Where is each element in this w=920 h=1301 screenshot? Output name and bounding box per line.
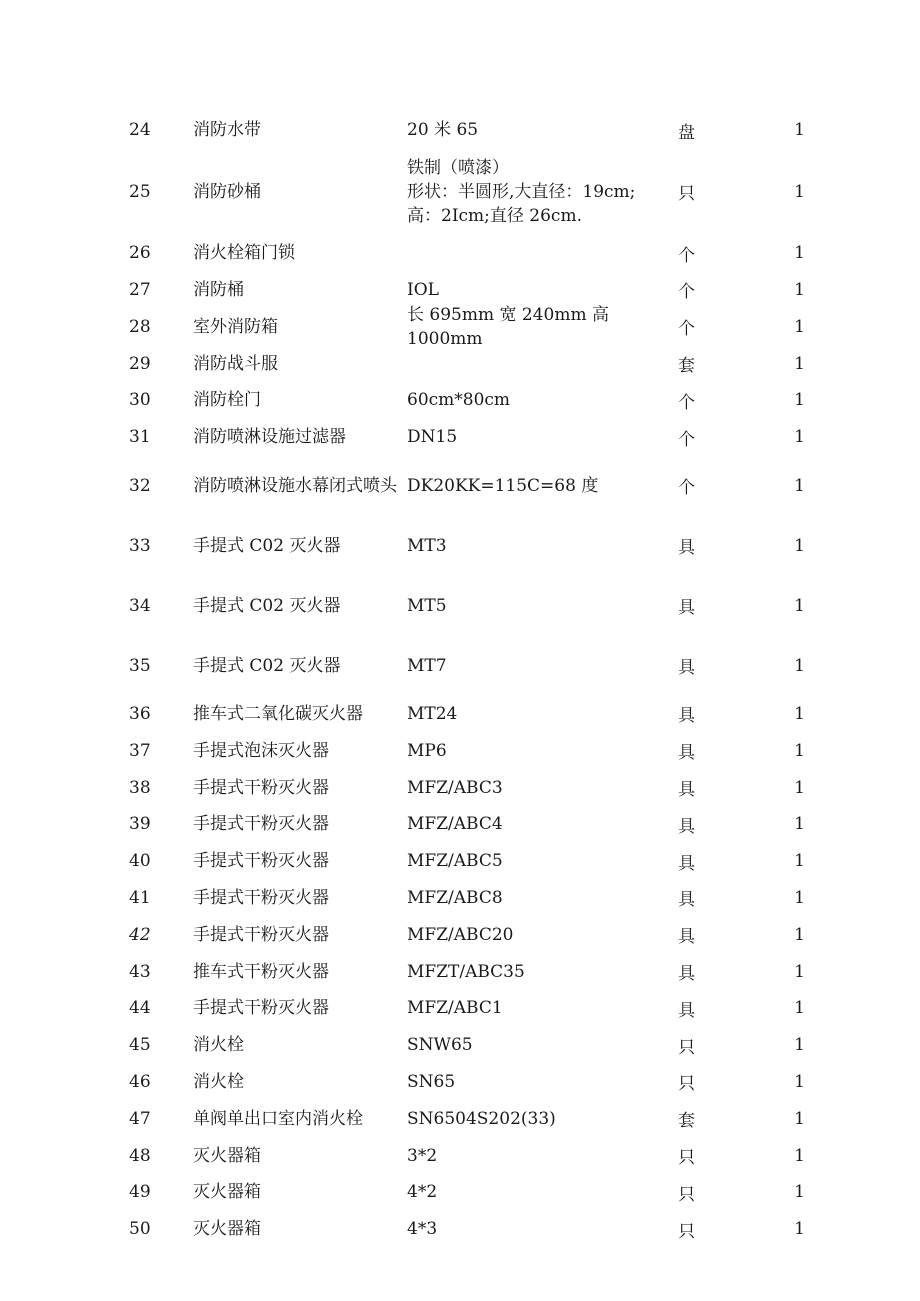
item-name: 消防桶 bbox=[193, 279, 244, 300]
item-name: 手提式干粉灭火器 bbox=[193, 777, 329, 798]
row-number: 33 bbox=[129, 535, 151, 556]
row-number: 29 bbox=[129, 353, 151, 374]
item-name: 室外消防箱 bbox=[193, 316, 278, 337]
item-unit: 具 bbox=[678, 853, 695, 874]
item-spec-line: 铁制（喷漆） bbox=[407, 157, 509, 178]
item-unit: 具 bbox=[678, 890, 695, 911]
item-name: 消防喷淋设施水幕闭式喷头 bbox=[193, 475, 397, 496]
item-quantity: 1 bbox=[794, 316, 805, 337]
item-spec bbox=[407, 235, 672, 272]
item-unit: 只 bbox=[678, 184, 695, 205]
item-quantity: 1 bbox=[794, 1035, 805, 1056]
item-spec: MT24 bbox=[407, 703, 458, 724]
item-spec-line: 高：2Icm;直径 26cm. bbox=[407, 205, 582, 226]
row-number: 43 bbox=[129, 961, 151, 982]
table-row bbox=[0, 382, 920, 419]
item-unit: 具 bbox=[678, 780, 695, 801]
row-number: 46 bbox=[129, 1071, 151, 1092]
item-name: 灭火器箱 bbox=[193, 1219, 261, 1240]
row-number: 38 bbox=[129, 777, 151, 798]
item-spec: MT7 bbox=[407, 655, 447, 676]
row-number: 45 bbox=[129, 1035, 151, 1056]
table-row bbox=[0, 516, 920, 576]
item-name: 手提式 C02 灭火器 bbox=[193, 535, 341, 556]
item-unit: 套 bbox=[678, 356, 695, 377]
item-name: 手提式泡沫灭火器 bbox=[193, 740, 329, 761]
item-unit: 具 bbox=[678, 538, 695, 559]
item-unit: 具 bbox=[678, 927, 695, 948]
row-number: 30 bbox=[129, 390, 151, 411]
row-number: 37 bbox=[129, 740, 151, 761]
item-name: 消防水带 bbox=[193, 120, 261, 141]
row-number: 32 bbox=[129, 475, 151, 496]
item-unit: 个 bbox=[678, 429, 695, 450]
item-spec: MFZ/ABC8 bbox=[407, 887, 503, 908]
item-quantity: 1 bbox=[794, 924, 805, 945]
item-name: 消防砂桶 bbox=[193, 181, 261, 202]
item-name: 推车式干粉灭火器 bbox=[193, 961, 329, 982]
item-quantity: 1 bbox=[794, 703, 805, 724]
table-row bbox=[0, 953, 920, 990]
item-unit: 具 bbox=[678, 816, 695, 837]
row-number: 34 bbox=[129, 595, 151, 616]
item-quantity: 1 bbox=[794, 279, 805, 300]
item-quantity: 1 bbox=[794, 1219, 805, 1240]
row-number: 31 bbox=[129, 427, 151, 448]
item-quantity: 1 bbox=[794, 961, 805, 982]
item-spec: 20 米 65 bbox=[407, 120, 479, 141]
item-name: 手提式干粉灭火器 bbox=[193, 814, 329, 835]
item-unit: 只 bbox=[678, 1037, 695, 1058]
item-spec: SNW65 bbox=[407, 1035, 473, 1056]
item-spec: IOL bbox=[407, 279, 439, 300]
row-number: 24 bbox=[129, 120, 151, 141]
item-spec: MFZT/ABC35 bbox=[407, 961, 525, 982]
item-name: 手提式 C02 灭火器 bbox=[193, 595, 341, 616]
table-row bbox=[0, 1100, 920, 1137]
item-spec: MFZ/ABC4 bbox=[407, 814, 503, 835]
item-unit: 只 bbox=[678, 1148, 695, 1169]
row-number: 41 bbox=[129, 887, 151, 908]
item-quantity: 1 bbox=[794, 740, 805, 761]
item-quantity: 1 bbox=[794, 243, 805, 264]
row-number: 36 bbox=[129, 703, 151, 724]
item-spec: DK20KK=115C=68 度 bbox=[407, 475, 599, 496]
item-unit: 只 bbox=[678, 1184, 695, 1205]
table-row bbox=[0, 576, 920, 636]
item-unit: 具 bbox=[678, 658, 695, 679]
item-quantity: 1 bbox=[794, 1182, 805, 1203]
item-quantity: 1 bbox=[794, 535, 805, 556]
item-unit: 个 bbox=[678, 319, 695, 340]
table-row bbox=[0, 112, 920, 149]
table-row bbox=[0, 916, 920, 953]
item-spec: SN65 bbox=[407, 1071, 456, 1092]
item-quantity: 1 bbox=[794, 777, 805, 798]
table-row bbox=[0, 990, 920, 1027]
item-name: 灭火器箱 bbox=[193, 1145, 261, 1166]
row-number: 40 bbox=[129, 851, 151, 872]
item-unit: 套 bbox=[678, 1111, 695, 1132]
table-row bbox=[0, 1137, 920, 1174]
item-unit: 具 bbox=[678, 964, 695, 985]
item-quantity: 1 bbox=[794, 1145, 805, 1166]
item-spec: 4*3 bbox=[407, 1219, 438, 1240]
item-spec: MT5 bbox=[407, 595, 447, 616]
item-quantity: 1 bbox=[794, 851, 805, 872]
item-spec: MFZ/ABC20 bbox=[407, 924, 514, 945]
table-row bbox=[0, 1174, 920, 1211]
item-quantity: 1 bbox=[794, 655, 805, 676]
item-quantity: 1 bbox=[794, 1071, 805, 1092]
item-spec: 60cm*80cm bbox=[407, 390, 511, 411]
item-unit: 具 bbox=[678, 743, 695, 764]
item-quantity: 1 bbox=[794, 120, 805, 141]
item-unit: 只 bbox=[678, 1074, 695, 1095]
item-quantity: 1 bbox=[794, 814, 805, 835]
item-quantity: 1 bbox=[794, 181, 805, 202]
item-quantity: 1 bbox=[794, 353, 805, 374]
item-name: 手提式 C02 灭火器 bbox=[193, 655, 341, 676]
item-name: 手提式干粉灭火器 bbox=[193, 851, 329, 872]
item-name: 单阀单出口室内消火栓 bbox=[193, 1108, 363, 1129]
item-unit: 具 bbox=[678, 598, 695, 619]
item-spec: SN6504S202(33) bbox=[407, 1108, 556, 1129]
table-row bbox=[0, 636, 920, 696]
item-name: 手提式干粉灭火器 bbox=[193, 998, 329, 1019]
row-number: 44 bbox=[129, 998, 151, 1019]
table-row bbox=[0, 456, 920, 516]
equipment-table bbox=[0, 112, 920, 1248]
item-spec: MFZ/ABC1 bbox=[407, 998, 503, 1019]
row-number: 28 bbox=[129, 316, 151, 337]
item-spec: 4*2 bbox=[407, 1182, 438, 1203]
item-spec: 长 695mm 宽 240mm 高 1000mm bbox=[407, 304, 609, 349]
row-number: 35 bbox=[129, 655, 151, 676]
table-row bbox=[0, 419, 920, 456]
item-unit: 个 bbox=[678, 478, 695, 499]
item-quantity: 1 bbox=[794, 998, 805, 1019]
item-quantity: 1 bbox=[794, 595, 805, 616]
table-row bbox=[0, 1027, 920, 1064]
row-number: 27 bbox=[129, 279, 151, 300]
item-name: 推车式二氧化碳灭火器 bbox=[193, 703, 363, 724]
item-spec bbox=[407, 345, 672, 382]
item-spec: MP6 bbox=[407, 740, 447, 761]
row-number: 39 bbox=[129, 814, 151, 835]
table-row bbox=[0, 769, 920, 806]
item-name: 消防栓门 bbox=[193, 390, 261, 411]
item-quantity: 1 bbox=[794, 1108, 805, 1129]
item-unit: 个 bbox=[678, 245, 695, 266]
item-name: 消火栓 bbox=[193, 1071, 244, 1092]
table-row bbox=[0, 1211, 920, 1248]
table-row bbox=[0, 235, 920, 272]
table-row bbox=[0, 149, 920, 235]
row-number: 50 bbox=[129, 1219, 151, 1240]
item-unit: 只 bbox=[678, 1221, 695, 1242]
item-name: 消防战斗服 bbox=[193, 353, 278, 374]
item-name: 灭火器箱 bbox=[193, 1182, 261, 1203]
item-name: 消防喷淋设施过滤器 bbox=[193, 427, 346, 448]
item-unit: 具 bbox=[678, 706, 695, 727]
item-quantity: 1 bbox=[794, 390, 805, 411]
row-number: 26 bbox=[129, 243, 151, 264]
row-number: 42 bbox=[129, 924, 151, 945]
item-spec: 3*2 bbox=[407, 1145, 438, 1166]
row-number: 25 bbox=[129, 181, 151, 202]
item-quantity: 1 bbox=[794, 475, 805, 496]
table-row bbox=[0, 304, 920, 349]
item-quantity: 1 bbox=[794, 427, 805, 448]
row-number: 47 bbox=[129, 1108, 151, 1129]
row-number: 48 bbox=[129, 1145, 151, 1166]
item-unit: 个 bbox=[678, 392, 695, 413]
item-unit: 具 bbox=[678, 1000, 695, 1021]
table-row bbox=[0, 732, 920, 769]
item-spec bbox=[407, 149, 672, 235]
table-row bbox=[0, 345, 920, 382]
row-number: 49 bbox=[129, 1182, 151, 1203]
table-row bbox=[0, 806, 920, 843]
item-spec: MFZ/ABC5 bbox=[407, 851, 503, 872]
item-name: 消火栓 bbox=[193, 1035, 244, 1056]
item-unit: 个 bbox=[678, 282, 695, 303]
item-spec-line: 形状：半圆形,大直径：19cm; bbox=[407, 181, 636, 202]
item-unit: 盘 bbox=[678, 122, 695, 143]
table-row bbox=[0, 880, 920, 917]
item-spec: MFZ/ABC3 bbox=[407, 777, 503, 798]
table-row bbox=[0, 843, 920, 880]
item-name: 手提式干粉灭火器 bbox=[193, 924, 329, 945]
item-spec: DN15 bbox=[407, 427, 458, 448]
item-spec: MT3 bbox=[407, 535, 447, 556]
table-row bbox=[0, 696, 920, 733]
item-quantity: 1 bbox=[794, 887, 805, 908]
item-name: 消火栓箱门锁 bbox=[193, 243, 295, 264]
item-name: 手提式干粉灭火器 bbox=[193, 887, 329, 908]
table-row bbox=[0, 1064, 920, 1101]
